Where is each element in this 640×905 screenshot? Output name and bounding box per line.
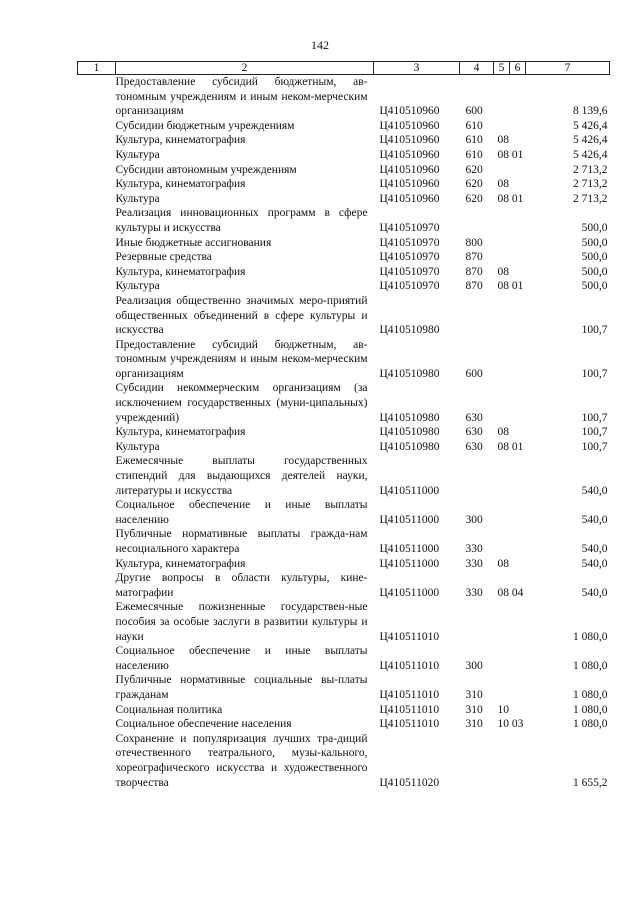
row-number-cell	[78, 148, 116, 163]
row-section-code: 08 01	[497, 440, 524, 453]
header-col-4: 4	[460, 62, 494, 75]
table-row	[78, 206, 610, 235]
row-number-cell	[78, 717, 116, 732]
row-name: Культура, кинематография	[115, 178, 246, 191]
row-amount: 100,7	[581, 440, 608, 453]
row-target-code: Ц410511000	[379, 586, 440, 599]
row-section-code: 08	[497, 134, 509, 147]
row-name: Культура, кинематография	[115, 426, 246, 439]
row-name: Иные бюджетные ассигнования	[115, 236, 272, 249]
table-row	[78, 119, 610, 134]
row-amount: 540,0	[581, 586, 608, 599]
header-col-5: 5	[494, 62, 510, 75]
row-expense-type: 620	[465, 178, 483, 191]
row-number-cell	[78, 177, 116, 192]
row-section-code	[494, 236, 526, 251]
row-expense-type	[460, 294, 494, 338]
row-expense-type: 870	[465, 280, 483, 293]
row-number-cell	[78, 236, 116, 251]
row-expense-type: 870	[465, 265, 483, 278]
row-expense-type: 800	[465, 236, 483, 249]
row-expense-type: 600	[465, 367, 483, 380]
row-number-cell	[78, 425, 116, 440]
row-number-cell	[78, 75, 116, 119]
row-expense-type	[460, 600, 494, 644]
row-target-code: Ц410510970	[379, 265, 440, 278]
table-row	[78, 192, 610, 207]
table-row	[78, 732, 610, 790]
row-amount: 540,0	[581, 513, 608, 526]
row-section-code	[494, 600, 526, 644]
row-amount: 1 080,0	[573, 688, 608, 701]
row-expense-type: 610	[465, 148, 483, 161]
row-section-code: 08 01	[497, 148, 524, 161]
table-row	[78, 717, 610, 732]
row-name: Культура, кинематография	[115, 557, 246, 570]
row-amount: 100,7	[581, 324, 608, 337]
row-amount: 5 426,4	[573, 148, 608, 161]
row-section-code	[494, 206, 526, 235]
row-number-cell	[78, 454, 116, 498]
row-number-cell	[78, 133, 116, 148]
row-amount: 540,0	[581, 543, 608, 555]
row-number-cell	[78, 119, 116, 134]
row-amount: 1 080,0	[573, 703, 608, 716]
row-target-code: Ц410511000	[379, 513, 440, 526]
row-number-cell	[78, 381, 116, 425]
row-section-code	[494, 250, 526, 265]
row-target-code: Ц410511010	[379, 718, 440, 731]
row-number-cell	[78, 338, 116, 382]
row-amount: 100,7	[581, 411, 608, 424]
row-target-code: Ц410510960	[379, 192, 440, 205]
row-expense-type: 630	[465, 440, 483, 453]
table-row	[78, 557, 610, 572]
row-number-cell	[78, 294, 116, 338]
table-row	[78, 133, 610, 148]
row-expense-type: 630	[465, 426, 483, 439]
row-name: Ежемесячные выплаты государственных стипендий для выдающихся деятелей науки, литературы и искусства	[115, 455, 368, 497]
page-number: 142	[311, 38, 329, 52]
row-target-code: Ц410510960	[379, 163, 440, 176]
table-row	[78, 294, 610, 338]
row-name: Публичные нормативные выплаты гражда-нам несоциального характера	[115, 528, 368, 555]
row-name: Социальное обеспечение населения	[115, 718, 292, 731]
row-expense-type: 310	[465, 703, 483, 716]
table-row	[78, 250, 610, 265]
header-col-2: 2	[116, 62, 374, 75]
row-section-code	[494, 338, 526, 382]
row-target-code: Ц410510960	[379, 178, 440, 191]
row-amount: 500,0	[581, 280, 608, 293]
row-name: Культура	[115, 192, 160, 205]
row-target-code: Ц410510970	[379, 280, 440, 293]
row-target-code: Ц410510960	[379, 134, 440, 147]
row-section-code: 08 01	[497, 280, 524, 293]
row-amount: 2 713,2	[573, 192, 608, 205]
row-amount: 500,0	[581, 251, 608, 264]
row-amount: 1 655,2	[573, 776, 608, 789]
row-amount: 500,0	[581, 265, 608, 278]
row-target-code: Ц410510980	[379, 426, 440, 439]
row-expense-type: 610	[465, 119, 483, 132]
row-expense-type: 300	[465, 659, 483, 672]
table-row	[78, 75, 610, 119]
row-name: Социальное обеспечение и иные выплаты населению	[115, 499, 368, 526]
row-expense-type: 330	[465, 557, 483, 570]
row-expense-type: 870	[465, 251, 483, 264]
row-target-code: Ц410510960	[379, 105, 440, 118]
table-row	[78, 381, 610, 425]
row-number-cell	[78, 192, 116, 207]
table-row	[78, 265, 610, 280]
row-target-code: Ц410511020	[379, 776, 440, 789]
row-section-code	[494, 673, 526, 702]
row-name: Субсидии некоммерческим организациям (за исключением государственных (муни-ципальных) учреждений)	[115, 382, 368, 424]
row-section-code	[494, 75, 526, 119]
table-row	[78, 279, 610, 294]
table-row	[78, 338, 610, 382]
row-name: Сохранение и популяризация лучших тра-диций отечественного театрального, музы-кального, хореографического искусства и художественного творчества	[115, 732, 368, 789]
row-target-code: Ц410510960	[379, 148, 440, 161]
row-section-code: 10 03	[497, 718, 524, 731]
table-row	[78, 703, 610, 718]
table-row	[78, 454, 610, 498]
row-number-cell	[78, 571, 116, 600]
row-target-code: Ц410511000	[379, 557, 440, 570]
table-row	[78, 163, 610, 178]
row-number-cell	[78, 498, 116, 527]
row-expense-type	[460, 206, 494, 235]
row-name: Культура	[115, 440, 160, 453]
row-amount: 1 080,0	[573, 659, 608, 672]
row-section-code	[494, 163, 526, 178]
row-name: Культура, кинематография	[115, 134, 246, 147]
row-expense-type	[460, 732, 494, 790]
row-expense-type: 610	[465, 134, 483, 147]
table-body	[78, 75, 610, 791]
row-amount: 100,7	[581, 367, 608, 380]
budget-table	[77, 61, 610, 790]
row-name: Предоставление субсидий бюджетным, ав-тономным учреждениям и иным неком-мерческим организациям	[115, 338, 368, 380]
row-amount: 2 713,2	[573, 163, 608, 176]
row-target-code: Ц410511000	[379, 484, 440, 497]
row-amount: 540,0	[581, 484, 608, 497]
row-expense-type: 620	[465, 192, 483, 205]
row-expense-type: 310	[465, 718, 483, 731]
row-section-code: 08	[497, 426, 509, 439]
row-target-code: Ц410511010	[379, 630, 440, 643]
row-section-code	[494, 381, 526, 425]
row-section-code: 08	[497, 178, 509, 191]
row-name: Публичные нормативные социальные вы-платы гражданам	[115, 674, 368, 701]
row-number-cell	[78, 644, 116, 673]
row-number-cell	[78, 557, 116, 572]
row-amount: 2 713,2	[573, 178, 608, 191]
row-target-code: Ц410510970	[379, 221, 440, 234]
row-section-code	[494, 119, 526, 134]
row-amount: 5 426,4	[573, 119, 608, 132]
row-expense-type: 600	[465, 105, 483, 118]
row-number-cell	[78, 600, 116, 644]
table-row	[78, 673, 610, 702]
row-section-code: 08 01	[497, 192, 524, 205]
row-name: Ежемесячные пожизненные государствен-ные пособия за особые заслуги в развитии культуры и науки	[115, 601, 368, 643]
row-number-cell	[78, 703, 116, 718]
table-row	[78, 236, 610, 251]
table-row	[78, 498, 610, 527]
row-amount: 5 426,4	[573, 134, 608, 147]
row-target-code: Ц410510980	[379, 411, 440, 424]
table-row	[78, 527, 610, 556]
row-name: Культура	[115, 280, 160, 293]
table-row	[78, 177, 610, 192]
row-name: Резервные средства	[115, 251, 212, 264]
row-section-code	[494, 294, 526, 338]
row-section-code: 08	[497, 557, 509, 570]
row-expense-type: 330	[465, 543, 483, 555]
header-col-6: 6	[510, 62, 526, 75]
row-target-code: Ц410511000	[379, 543, 440, 555]
row-section-code	[494, 454, 526, 498]
table-row	[78, 644, 610, 673]
row-section-code	[494, 527, 526, 556]
row-name: Социальное обеспечение и иные выплаты населению	[115, 645, 368, 672]
row-number-cell	[78, 250, 116, 265]
row-amount: 500,0	[581, 236, 608, 249]
table-row	[78, 440, 610, 455]
row-number-cell	[78, 673, 116, 702]
row-number-cell	[78, 206, 116, 235]
row-name: Субсидии автономным учреждениям	[115, 163, 297, 176]
row-number-cell	[78, 527, 116, 556]
row-expense-type: 620	[465, 163, 483, 176]
row-amount: 540,0	[581, 557, 608, 570]
row-target-code: Ц410510970	[379, 251, 440, 264]
row-target-code: Ц410510980	[379, 440, 440, 453]
row-amount: 1 080,0	[573, 630, 608, 643]
row-target-code: Ц410511010	[379, 688, 440, 701]
row-section-code	[494, 498, 526, 527]
row-section-code: 08 04	[497, 586, 524, 599]
row-name: Реализация инновационных программ в сфере культуры и искусства	[115, 207, 368, 234]
row-section-code	[494, 732, 526, 790]
row-amount: 100,7	[581, 426, 608, 439]
row-target-code: Ц410510980	[379, 367, 440, 380]
row-target-code: Ц410510970	[379, 236, 440, 249]
row-number-cell	[78, 265, 116, 280]
header-col-1: 1	[78, 62, 116, 75]
row-expense-type: 630	[465, 411, 483, 424]
row-name: Субсидии бюджетным учреждениям	[115, 119, 295, 132]
table-row	[78, 425, 610, 440]
row-target-code: Ц410511010	[379, 703, 440, 716]
row-name: Социальная политика	[115, 703, 223, 716]
table-row	[78, 600, 610, 644]
row-amount: 500,0	[581, 221, 608, 234]
header-col-7: 7	[526, 62, 610, 75]
row-expense-type: 300	[465, 513, 483, 526]
row-name: Культура, кинематография	[115, 265, 246, 278]
row-section-code: 08	[497, 265, 509, 278]
row-expense-type: 330	[465, 586, 483, 599]
row-number-cell	[78, 279, 116, 294]
row-amount: 8 139,6	[573, 105, 608, 118]
row-section-code	[494, 644, 526, 673]
row-number-cell	[78, 732, 116, 790]
row-name: Предоставление субсидий бюджетным, ав-тономным учреждениям и иным неком-мерческим организациям	[115, 76, 368, 118]
table-row	[78, 571, 610, 600]
row-target-code: Ц410510980	[379, 324, 440, 337]
row-number-cell	[78, 163, 116, 178]
row-expense-type: 310	[465, 688, 483, 701]
row-target-code: Ц410511010	[379, 659, 440, 672]
row-name: Культура	[115, 148, 160, 161]
table-row	[78, 148, 610, 163]
row-expense-type	[460, 454, 494, 498]
row-name: Реализация общественно значимых меро-приятий общественных объединений в сфере культуры и искусства	[115, 294, 368, 337]
row-section-code: 10	[497, 703, 509, 716]
row-number-cell	[78, 440, 116, 455]
row-name: Другие вопросы в области культуры, кине-матографии	[115, 572, 368, 599]
header-col-3: 3	[374, 62, 460, 75]
table-header	[78, 62, 610, 75]
row-target-code: Ц410510960	[379, 119, 440, 132]
row-amount: 1 080,0	[573, 718, 608, 731]
